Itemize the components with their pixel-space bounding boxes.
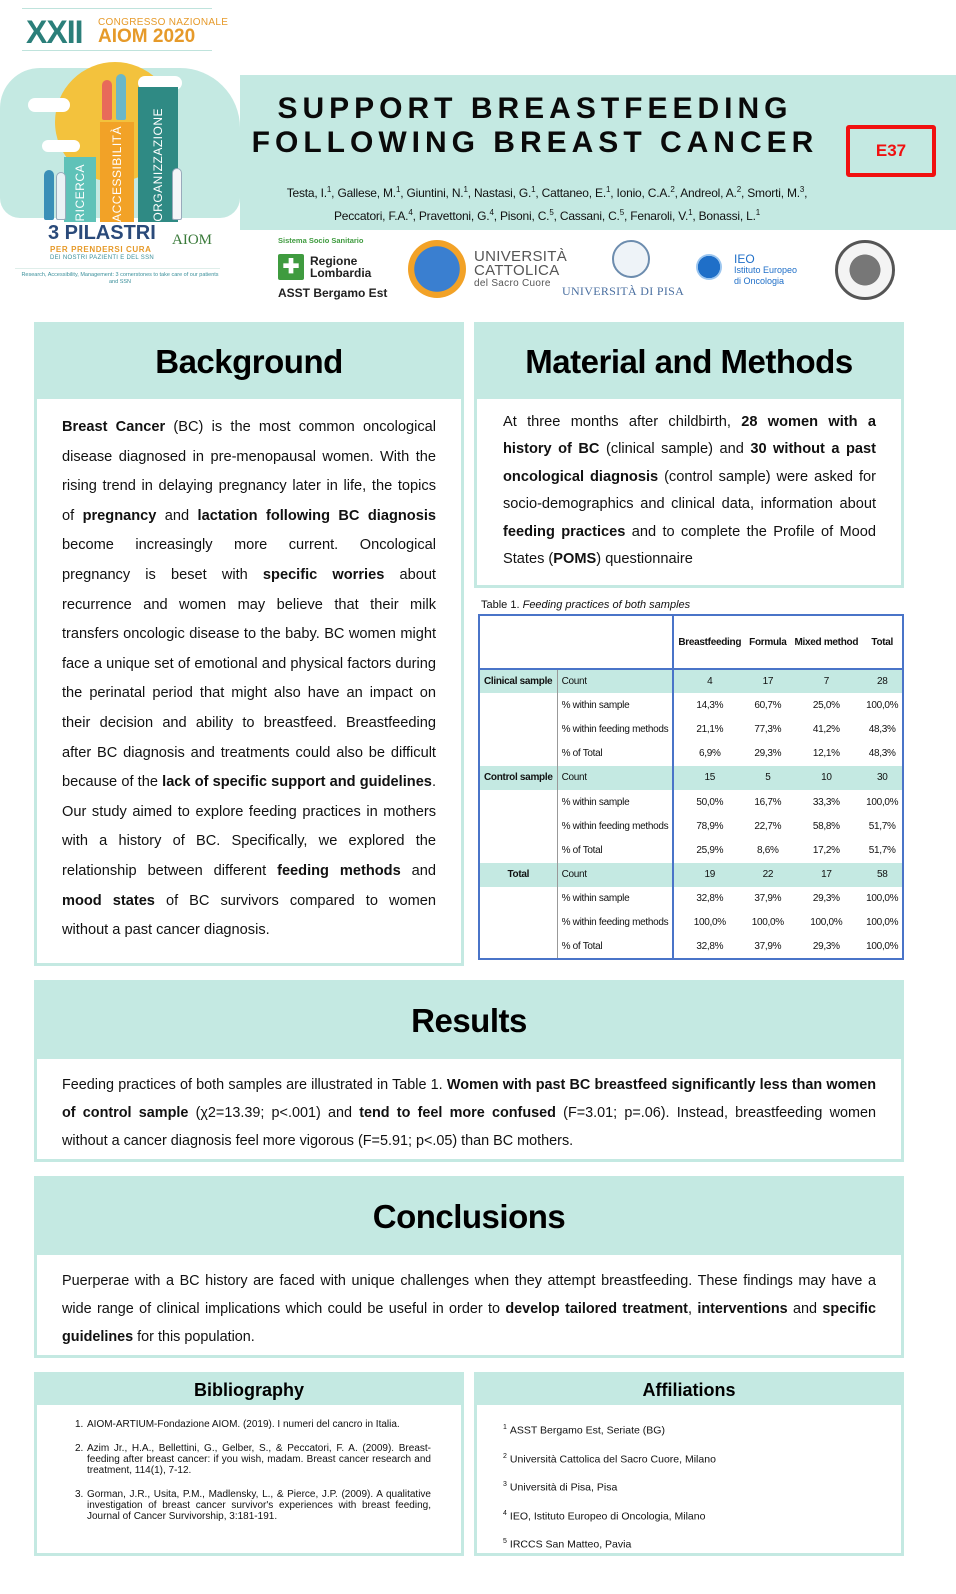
person-icon	[116, 74, 126, 120]
table-cell: 48,3%	[868, 748, 896, 760]
table-cell: 37,9%	[754, 941, 782, 953]
poster-title	[250, 92, 820, 160]
table-header-row	[479, 615, 903, 669]
row-group-label: Total	[479, 863, 557, 887]
feeding-practices-table	[478, 614, 904, 960]
author-list	[262, 180, 832, 226]
methods-text	[477, 399, 901, 573]
cattolica-line1: UNIVERSITÀ	[474, 248, 568, 265]
regione-asst: ASST Bergamo Est	[278, 286, 388, 300]
table-row	[479, 838, 903, 862]
text-run: and	[400, 862, 436, 879]
author-name: Testa, I.	[286, 186, 327, 200]
table-cell: 58	[862, 863, 903, 887]
author-affiliation-mark: 1	[326, 185, 332, 194]
row-stat-label: % within feeding methods	[557, 717, 673, 741]
table-cell: 100,0%	[866, 893, 899, 905]
table-cell: 6,9%	[698, 748, 721, 760]
cattolica-seal-icon	[408, 240, 466, 298]
affiliations-panel	[474, 1372, 904, 1556]
pillar-label: ORGANIZZAZIONE	[151, 108, 165, 222]
methods-heading: Material and Methods	[477, 325, 901, 399]
text-run: for this population.	[133, 1329, 255, 1345]
cattolica-line2: CATTOLICA	[474, 262, 560, 279]
table-cell: 12,1%	[812, 748, 840, 760]
author-name: Smorti, M.	[747, 186, 800, 200]
ieo-line1: IEO	[734, 252, 755, 266]
emphasis-text: 28 women with a history of BC	[503, 414, 877, 458]
person-icon	[44, 170, 54, 220]
background-heading: Background	[37, 325, 461, 399]
row-stat-label: Count	[557, 863, 673, 887]
bibliography-text: Azim Jr., H.A., Bellettini, G., Gelber, S., & Peccatori, F. A. (2009). Breast-feeding after breast cancer: if you wish, madam. Breast cancer research and treatment, 114(1), 7-12.	[87, 1443, 431, 1476]
emphasis-text: feeding practices	[503, 523, 626, 540]
header-blank	[479, 615, 557, 669]
affiliation-number: 2	[503, 1452, 507, 1460]
col-header: Breastfeeding	[673, 615, 745, 669]
row-stat-label: % of Total	[557, 838, 673, 862]
author-affiliation-mark: 1	[395, 185, 401, 194]
row-stat-label: % within sample	[557, 887, 673, 911]
text-run: become increasingly more current. Oncological pregnancy is beset with	[62, 537, 436, 583]
row-group-label	[479, 814, 557, 838]
col-header: Mixed method	[791, 615, 863, 669]
pisa-logo-text: UNIVERSITÀ DI PISA	[562, 284, 685, 298]
affiliation-text: Università di Pisa, Pisa	[509, 1481, 618, 1494]
emphasis-text: pregnancy	[82, 507, 157, 524]
bibliography-number: 2.	[75, 1443, 84, 1454]
bibliography-panel	[34, 1372, 464, 1556]
table-cell: 22	[745, 863, 790, 887]
table-cell: 5	[745, 766, 790, 790]
emphasis-text: Breast Cancer	[62, 419, 166, 435]
affiliation-text: IEO, Istituto Europeo di Oncologia, Milano	[509, 1510, 706, 1522]
affiliation-number: 5	[503, 1538, 507, 1545]
table-row	[479, 911, 903, 935]
author-name: Peccatori, F.A.	[333, 209, 409, 223]
pillar-label: RICERCA	[73, 164, 87, 222]
row-group-label	[479, 911, 557, 935]
table-cell: 51,7%	[868, 820, 896, 832]
author-affiliation-mark: 4	[408, 208, 413, 217]
row-stat-label: Count	[557, 669, 673, 693]
conclusions-heading: Conclusions	[37, 1179, 901, 1255]
text-run: (control sample) were asked for socio-demographics and clinical data, information about	[503, 468, 876, 513]
text-run: (clinical sample) and	[599, 441, 751, 458]
author-name: Nastasi, G.	[473, 186, 532, 200]
table-row	[479, 790, 903, 814]
text-run: ,	[687, 1301, 698, 1317]
row-group-label	[479, 717, 557, 741]
ieo-line2: Istituto Europeo	[734, 265, 798, 275]
text-run: (χ2=13.39; p<.001) and	[188, 1105, 360, 1121]
table-cell: 25,9%	[696, 844, 724, 856]
congress-name-line1: CONGRESSO NAZIONALE	[98, 17, 229, 28]
affiliation-text: ASST Bergamo Est, Seriate (BG)	[509, 1424, 665, 1437]
table-cell: 33,3%	[812, 796, 840, 808]
slogan-main: 3 PILASTRI	[48, 222, 156, 244]
text-run: . Our study aimed to explore feeding practices in mothers with a history of BC. Specifically, we explored the relationship between different	[62, 774, 436, 879]
author-name: Giuntini, N.	[406, 186, 464, 200]
ieo-line3: di Oncologia	[734, 276, 785, 286]
affiliation-text: IRCCS San Matteo, Pavia	[509, 1538, 632, 1551]
author-line2: Peccatori, F.A.$^4$, Pravettoni, G.$^4$, Pisoni, C.$^5$, Cassani, C.$^5$, Fenaroli, V.$^1$, Bonassi, L.$^1$	[333, 208, 761, 223]
table-caption	[481, 599, 690, 611]
row-group-label: Control sample	[479, 766, 557, 790]
text-run: At three months after childbirth,	[503, 414, 742, 430]
author-affiliation-mark: 2	[736, 185, 741, 194]
row-stat-label: % of Total	[557, 935, 673, 959]
bibliography-text: Gorman, J.R., Usita, P.M., Madlensky, L., & Pierce, J.P. (2009). A qualitative investigation of breast cancer survivor's experiences with breast feeding, Journal of Cancer Survivorship, 3:181-191.	[87, 1489, 431, 1522]
text-run: ) questionnaire	[596, 551, 693, 568]
table-cell: 28	[862, 669, 903, 693]
table-cell: 22,7%	[754, 820, 782, 832]
table-cell: 78,9%	[696, 820, 724, 832]
emphasis-text: 30 without a past oncological diagnosis	[503, 441, 876, 485]
bibliography-list	[37, 1405, 461, 1522]
results-panel	[34, 980, 904, 1162]
bibliography-number: 1.	[75, 1419, 84, 1430]
results-text	[37, 1059, 901, 1155]
conclusions-panel	[34, 1176, 904, 1358]
partner-logos	[272, 236, 912, 306]
table-cell: 19	[673, 863, 745, 887]
congress-edition: XXII	[26, 14, 83, 50]
author-affiliation-mark: 1	[531, 185, 536, 194]
author-affiliation-mark: 2	[670, 185, 675, 194]
bibliography-heading: Bibliography	[37, 1375, 461, 1405]
text-run: and to complete the Profile of Mood States (	[503, 523, 876, 568]
table-row	[479, 742, 903, 766]
slogan-sub2: DEI NOSTRI PAZIENTI E DEL SSN	[50, 255, 155, 261]
author-affiliation-mark: 5	[549, 208, 554, 217]
divider	[22, 50, 212, 51]
text-run: and	[156, 507, 198, 524]
emphasis-text: develop tailored treatment	[505, 1301, 688, 1317]
row-stat-label: Count	[557, 766, 673, 790]
text-run: (BC) is the most common oncological disease diagnosed in pre-menopausal women. With the rising trend in delaying pregnancy later in life, the topics of	[62, 419, 437, 524]
congress-tagline: Research, Accessibility, Management: 3 cornerstones to take care of our patients and SSN	[21, 272, 219, 285]
table-cell: 29,3%	[812, 893, 840, 905]
table-cell: 30	[862, 766, 903, 790]
congress-name-line2: AIOM 2020	[98, 26, 196, 47]
table-row	[479, 766, 903, 790]
ieo-logo-text	[734, 254, 797, 287]
table-cell: 100,0%	[810, 917, 843, 929]
table-cell: 60,7%	[754, 699, 782, 711]
table-cell: 32,8%	[696, 941, 724, 953]
affiliation-item	[503, 1529, 881, 1558]
author-affiliation-mark: 1	[605, 185, 611, 194]
background-text	[37, 399, 461, 946]
author-name: Andreol, A.	[680, 186, 737, 200]
san-matteo-seal-icon	[835, 240, 895, 300]
row-stat-label: % within feeding methods	[557, 911, 673, 935]
emphasis-text: specific worries	[262, 566, 385, 583]
affiliation-text: Università Cattolica del Sacro Cuore, Milano	[509, 1453, 716, 1465]
table-cell: 41,2%	[812, 723, 840, 735]
author-affiliation-mark: 1	[688, 208, 693, 217]
table-cell: 32,8%	[696, 893, 724, 905]
bibliography-number: 3.	[75, 1489, 84, 1500]
table-body	[479, 669, 903, 959]
table-row	[479, 935, 903, 959]
author-name: Ionio, C.A.	[616, 186, 671, 200]
congress-logo	[0, 0, 240, 310]
emphasis-text: lactation following BC diagnosis	[197, 507, 436, 524]
pillar-accessibilita	[100, 122, 134, 222]
affiliation-item	[503, 1444, 881, 1473]
row-group-label	[479, 935, 557, 959]
pillar-label: ACCESSIBILITÀ	[110, 126, 124, 222]
emphasis-text: POMS	[553, 551, 597, 568]
row-stat-label: % within feeding methods	[557, 814, 673, 838]
table-row	[479, 814, 903, 838]
table-cell: 100,0%	[866, 796, 899, 808]
col-header: Formula	[745, 615, 790, 669]
background-panel	[34, 322, 464, 966]
row-stat-label: % within sample	[557, 693, 673, 717]
table-cell: 10	[791, 766, 863, 790]
table-cell: 29,3%	[754, 748, 782, 760]
bibliography-text: AIOM-ARTIUM-Fondazione AIOM. (2019). I numeri del cancro in Italia.	[87, 1419, 400, 1430]
table-row	[479, 863, 903, 887]
person-icon	[102, 80, 112, 120]
row-stat-label: % of Total	[557, 742, 673, 766]
text-run: Puerperae with a BC history are faced with unique challenges when they attempt breastfeeding. These findings may have a wide range of clinical implications which could be useful in order to	[62, 1273, 876, 1317]
author-line1: Testa, I.$^1$, Gallese, M.$^1$, Giuntini, N.$^1$, Nastasi, G.$^1$, Cattaneo, E.$^1$, Ionio, C.A.$^2$, Andreol, A.$^2$, Smorti, M.$^3$,	[286, 185, 808, 200]
cloud-illustration	[42, 140, 80, 152]
text-run: Feeding practices of both samples are illustrated in Table 1.	[62, 1077, 447, 1093]
regione-cross-icon: ✚	[278, 254, 304, 280]
cattolica-line3: del Sacro Cuore	[474, 278, 551, 289]
title-line1: SUPPORT BREASTFEEDING	[277, 92, 793, 125]
regione-name-1: Regione	[310, 254, 358, 268]
table-row	[479, 669, 903, 693]
author-affiliation-mark: 1	[755, 208, 761, 217]
table-cell: 100,0%	[751, 917, 784, 929]
col-header: Total	[862, 615, 903, 669]
regione-lombardia-logo	[278, 236, 398, 304]
table-cell: 4	[673, 669, 745, 693]
author-affiliation-mark: 3	[799, 185, 805, 194]
affiliation-number: 1	[503, 1424, 507, 1431]
emphasis-text: Women with past BC breastfeed significantly less than women of control sample	[62, 1077, 876, 1121]
affiliation-number: 4	[503, 1509, 507, 1517]
bibliography-item	[75, 1489, 431, 1522]
table-cell: 17	[745, 669, 790, 693]
row-group-label	[479, 790, 557, 814]
table-cell: 21,1%	[696, 723, 724, 735]
header-blank	[557, 615, 673, 669]
emphasis-text: tend to feel more confused	[359, 1105, 556, 1121]
cloud-illustration	[28, 98, 70, 112]
bibliography-item	[75, 1443, 431, 1476]
regione-name	[310, 255, 371, 279]
table-cell: 17	[791, 863, 863, 887]
table-cell: 50,0%	[696, 796, 724, 808]
regione-name-2: Lombardia	[310, 266, 372, 280]
table-caption-text: Feeding practices of both samples	[522, 599, 691, 611]
title-line2: FOLLOWING BREAST CANCER	[251, 126, 819, 159]
table-cell: 17,2%	[812, 844, 840, 856]
emphasis-text: specific guidelines	[62, 1301, 876, 1345]
table-caption-label: Table 1.	[481, 599, 520, 611]
table-cell: 37,9%	[754, 893, 782, 905]
row-group-label	[479, 693, 557, 717]
pisa-seal-icon	[612, 240, 650, 278]
table-cell: 77,3%	[754, 723, 782, 735]
author-name: Bonassi, L.	[698, 209, 756, 223]
row-group-label	[479, 838, 557, 862]
affiliation-item	[503, 1501, 881, 1530]
row-group-label: Clinical sample	[479, 669, 557, 693]
doctor-icon	[172, 168, 182, 220]
table-row	[479, 887, 903, 911]
author-name: Pisoni, C.	[499, 209, 550, 223]
author-affiliation-mark: 4	[489, 208, 494, 217]
affiliation-item	[503, 1415, 881, 1444]
author-name: Cassani, C.	[559, 209, 620, 223]
poster-code: E37	[875, 141, 907, 160]
emphasis-text: interventions	[697, 1301, 788, 1317]
doctor-icon	[56, 172, 66, 220]
pillar-ricerca	[64, 157, 96, 222]
table-cell: 16,7%	[754, 796, 782, 808]
row-group-label	[479, 742, 557, 766]
cattolica-logo-text	[474, 250, 567, 290]
table-cell: 29,3%	[812, 941, 840, 953]
ieo-logo-icon	[696, 254, 722, 280]
table-cell: 48,3%	[868, 723, 896, 735]
text-run: about recurrence and women may believe that their milk transfers oncologic disease to the baby. BC women might face a unique set of emotional and physical factors during the perinatal period that might also have an impact on their decision and ability to breastfeed. Breastfeeding after BC diagnosis and treatments could also be difficult because of the	[62, 566, 436, 791]
aiom-logo: AIOM	[172, 232, 212, 248]
slogan-sub: PER PRENDERSI CURA	[50, 245, 152, 254]
table-row	[479, 693, 903, 717]
methods-panel	[474, 322, 904, 588]
text-run: of BC survivors compared to women without a past cancer diagnosis.	[62, 892, 437, 939]
table-cell: 8,6%	[757, 844, 779, 856]
row-group-label	[479, 887, 557, 911]
row-stat-label: % within sample	[557, 790, 673, 814]
emphasis-text: mood states	[62, 892, 155, 909]
text-run: and	[787, 1301, 823, 1317]
divider	[22, 8, 212, 9]
emphasis-text: feeding methods	[277, 862, 401, 879]
author-name: Pravettoni, G.	[418, 209, 490, 223]
table-cell: 51,7%	[868, 844, 896, 856]
affiliation-item	[503, 1472, 881, 1501]
affiliation-number: 3	[503, 1481, 507, 1488]
emphasis-text: lack of specific support and guidelines	[162, 774, 432, 791]
results-heading: Results	[37, 983, 901, 1059]
table-cell: 15	[673, 766, 745, 790]
table-cell: 14,3%	[696, 699, 724, 711]
table-cell: 7	[791, 669, 863, 693]
author-affiliation-mark: 5	[619, 208, 624, 217]
conclusions-text	[37, 1255, 901, 1351]
affiliations-list	[477, 1405, 901, 1558]
table-cell: 25,0%	[812, 699, 840, 711]
affiliations-heading: Affiliations	[477, 1375, 901, 1405]
regione-system: Sistema Socio Sanitario	[278, 236, 364, 245]
text-run: (F=3.01; p=.06). Instead, breastfeeding women without a cancer diagnosis feel more vigorous (F=5.91; p<.05) than BC mothers.	[62, 1105, 876, 1149]
poster-code-badge	[846, 125, 936, 177]
table-cell: 100,0%	[866, 941, 899, 953]
author-name: Fenaroli, V.	[630, 209, 689, 223]
author-name: Gallese, M.	[337, 186, 396, 200]
table-cell: 100,0%	[866, 917, 899, 929]
table-row	[479, 717, 903, 741]
bibliography-item	[75, 1419, 431, 1430]
author-name: Cattaneo, E.	[541, 186, 606, 200]
table-cell: 100,0%	[693, 917, 726, 929]
table-cell: 100,0%	[866, 699, 899, 711]
table-cell: 58,8%	[812, 820, 840, 832]
author-affiliation-mark: 1	[463, 185, 468, 194]
divider	[15, 268, 220, 269]
